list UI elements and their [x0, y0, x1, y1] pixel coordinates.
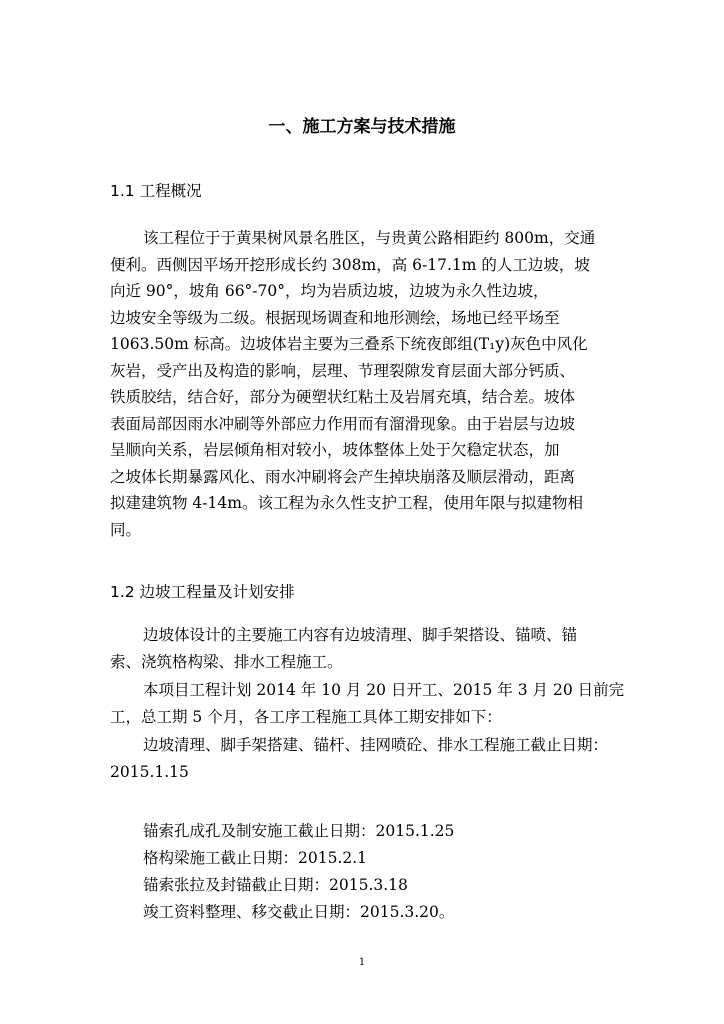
paragraph-line: 呈顺向关系，岩层倾角相对较小，坡体整体上处于欠稳定状态，加	[110, 441, 560, 459]
paragraph-line: 便利。西侧因平场开挖形成长约 308m，高 6-17.1m 的人工边坡，坡	[110, 255, 590, 274]
section-heading-overview: 1.1 工程概况	[110, 182, 202, 200]
paragraph-line: 2015.1.15	[110, 762, 189, 781]
section-heading-quantities-schedule: 1.2 边坡工程量及计划安排	[110, 583, 295, 601]
paragraph-line: 灰岩，受产出及构造的影响，层理、节理裂隙发育层面大部分钙质、	[110, 361, 576, 380]
schedule-item: 锚索孔成孔及制安施工截止日期：2015.1.25	[143, 822, 455, 840]
paragraph-line: 之坡体长期暴露风化、雨水冲刷将会产生掉块崩落及顺层滑动，距离	[110, 467, 576, 486]
paragraph-line: 该工程位于于黄果树风景名胜区，与贵黄公路相距约 800m，交通	[143, 229, 596, 247]
paragraph-line: 同。	[110, 520, 142, 539]
slope-clearing-deadline-paragraph	[110, 732, 625, 785]
paragraph-line: 索、浇筑格构梁、排水工程施工。	[110, 652, 343, 671]
page-number: 1	[358, 957, 366, 968]
overview-paragraph	[110, 225, 625, 543]
paragraph-line: 边坡体设计的主要施工内容有边坡清理、脚手架搭设、锚喷、锚	[143, 626, 578, 644]
paragraph-line: 边坡安全等级为二级。根据现场调查和地形测绘，场地已经平场至	[110, 308, 560, 327]
schedule-item: 格构梁施工截止日期：2015.2.1	[143, 849, 368, 867]
design-content-paragraph	[110, 622, 625, 675]
paragraph-line: 向近 90°，坡角 66°-70°，均为岩质边坡，边坡为永久性边坡，	[110, 282, 549, 300]
plan-paragraph	[110, 677, 625, 730]
paragraph-line: 表面局部因雨水冲刷等外部应力作用而有溜滑现象。由于岩层与边坡	[110, 414, 576, 433]
paragraph-line: 本项目工程计划 2014 年 10 月 20 日开工、2015 年 3 月 20 日前完	[143, 681, 625, 699]
schedule-item: 竣工资料整理、移交截止日期：2015.3.20。	[143, 903, 455, 921]
paragraph-line: 边坡清理、脚手架搭建、锚杆、挂网喷砼、排水工程施工截止日期：	[143, 736, 609, 754]
document-title: 一、施工方案与技术措施	[268, 117, 456, 137]
paragraph-line: 1063.50m 标高。边坡体岩主要为三叠系下统夜郎组(T₁y)灰色中风化	[110, 335, 588, 353]
paragraph-line: 工，总工期 5 个月，各工序工程施工具体工期安排如下：	[110, 707, 502, 726]
paragraph-line: 拟建建筑物 4-14m。该工程为永久性支护工程，使用年限与拟建物相	[110, 494, 583, 512]
paragraph-line: 铁质胶结，结合好，部分为硬塑状红粘土及岩屑充填，结合差。坡体	[110, 388, 576, 406]
schedule-item: 锚索张拉及封锚截止日期：2015.3.18	[143, 876, 408, 894]
